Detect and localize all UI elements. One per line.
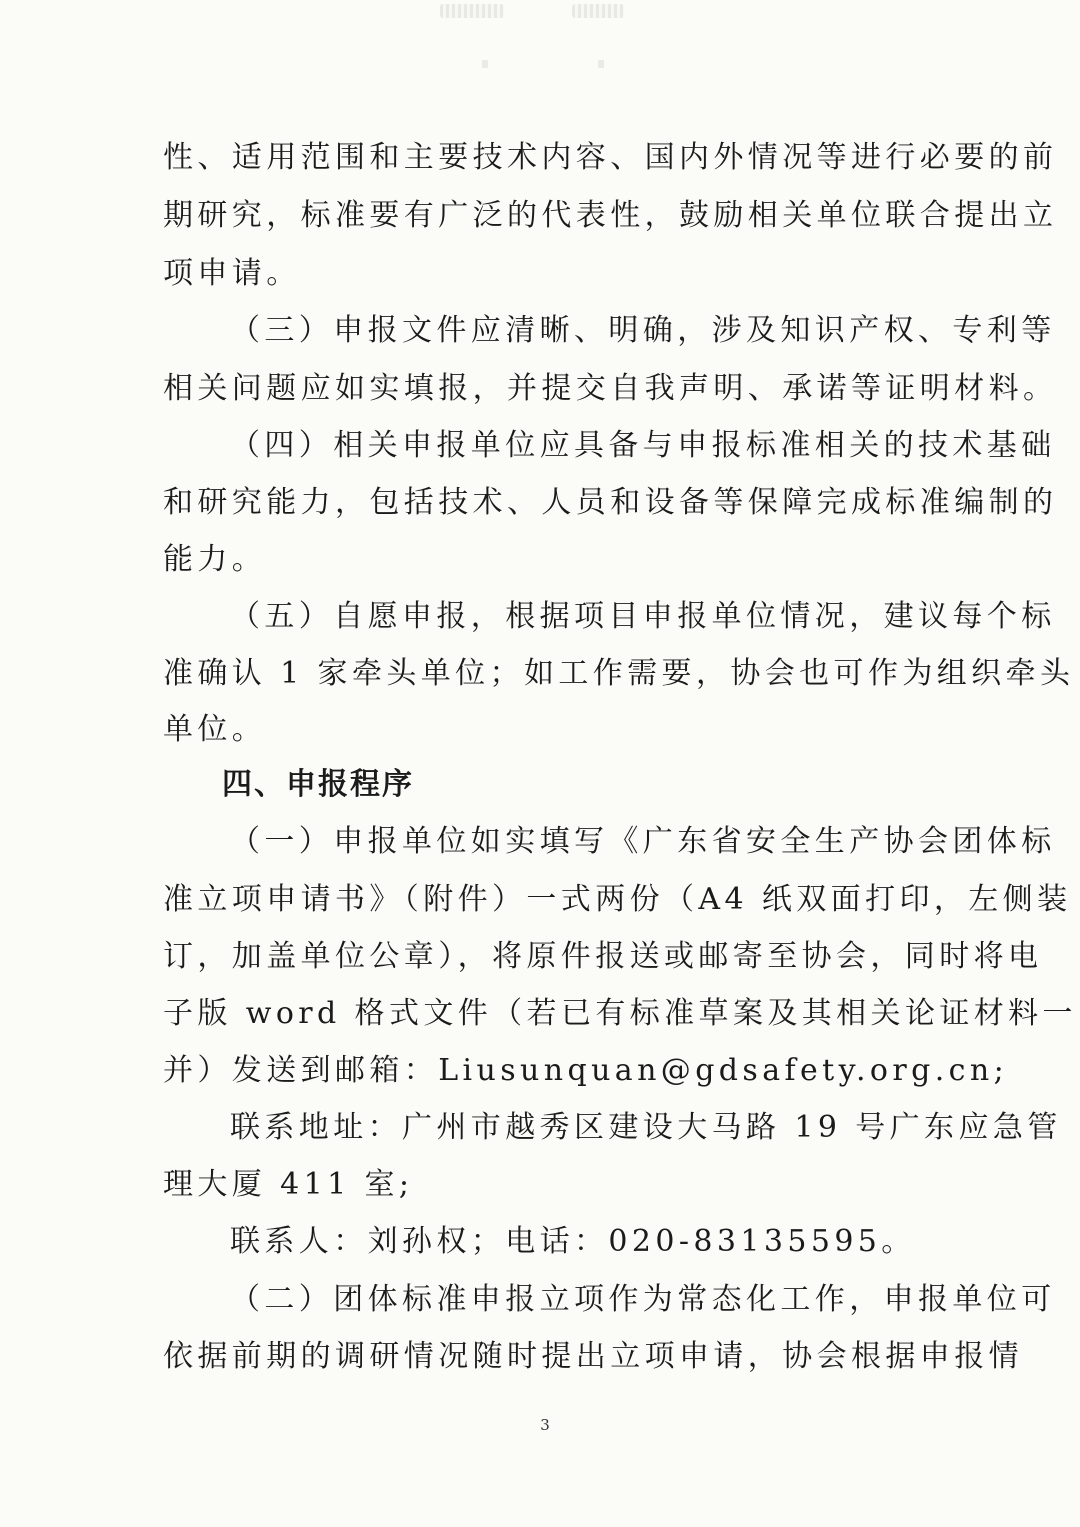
body-line: 准立项申请书》（附件）一式两份（A4 纸双面打印，左侧装 xyxy=(163,882,1072,917)
body-line: （四）相关申报单位应具备与申报标准相关的技术基础 xyxy=(230,428,1056,463)
body-line: 单位。 xyxy=(163,712,267,747)
scan-artifact xyxy=(482,60,488,68)
address-line: 理大厦 411 室; xyxy=(163,1167,414,1202)
body-line: 准确认 1 家牵头单位；如工作需要，协会也可作为组织牵头 xyxy=(163,656,1075,691)
body-line: （二）团体标准申报立项作为常态化工作，申报单位可 xyxy=(230,1282,1056,1317)
body-line: 订，加盖单位公章），将原件报送或邮寄至协会，同时将电 xyxy=(163,939,1043,974)
body-line: （三）申报文件应清晰、明确，涉及知识产权、专利等 xyxy=(230,313,1056,348)
section-heading: 四、申报程序 xyxy=(222,767,414,802)
body-line: 和研究能力，包括技术、人员和设备等保障完成标准编制的 xyxy=(163,485,1058,520)
scan-artifact xyxy=(598,60,604,68)
body-line: 依据前期的调研情况随时提出立项申请，协会根据申报情 xyxy=(163,1339,1023,1374)
address-line: 联系地址：广州市越秀区建设大马路 19 号广东应急管 xyxy=(230,1110,1062,1145)
page-number: 3 xyxy=(540,1416,550,1434)
body-line: 能力。 xyxy=(163,542,267,577)
scan-artifact xyxy=(572,4,624,18)
body-line: 性、适用范围和主要技术内容、国内外情况等进行必要的前 xyxy=(163,140,1058,175)
contact-line: 联系人：刘孙权；电话：020-83135595。 xyxy=(230,1224,916,1259)
body-line: 相关问题应如实填报，并提交自我声明、承诺等证明材料。 xyxy=(163,371,1058,406)
email-line: 并）发送到邮箱：Liusunquan@gdsafety.org.cn; xyxy=(163,1053,1009,1088)
body-line: （一）申报单位如实填写《广东省安全生产协会团体标 xyxy=(230,824,1056,859)
body-line: 期研究，标准要有广泛的代表性，鼓励相关单位联合提出立 xyxy=(163,198,1058,233)
body-line: 子版 word 格式文件（若已有标准草案及其相关论证材料一 xyxy=(163,996,1077,1031)
body-line: 项申请。 xyxy=(163,256,301,291)
scan-artifact xyxy=(440,4,504,18)
body-line: （五）自愿申报，根据项目申报单位情况，建议每个标 xyxy=(230,599,1056,634)
